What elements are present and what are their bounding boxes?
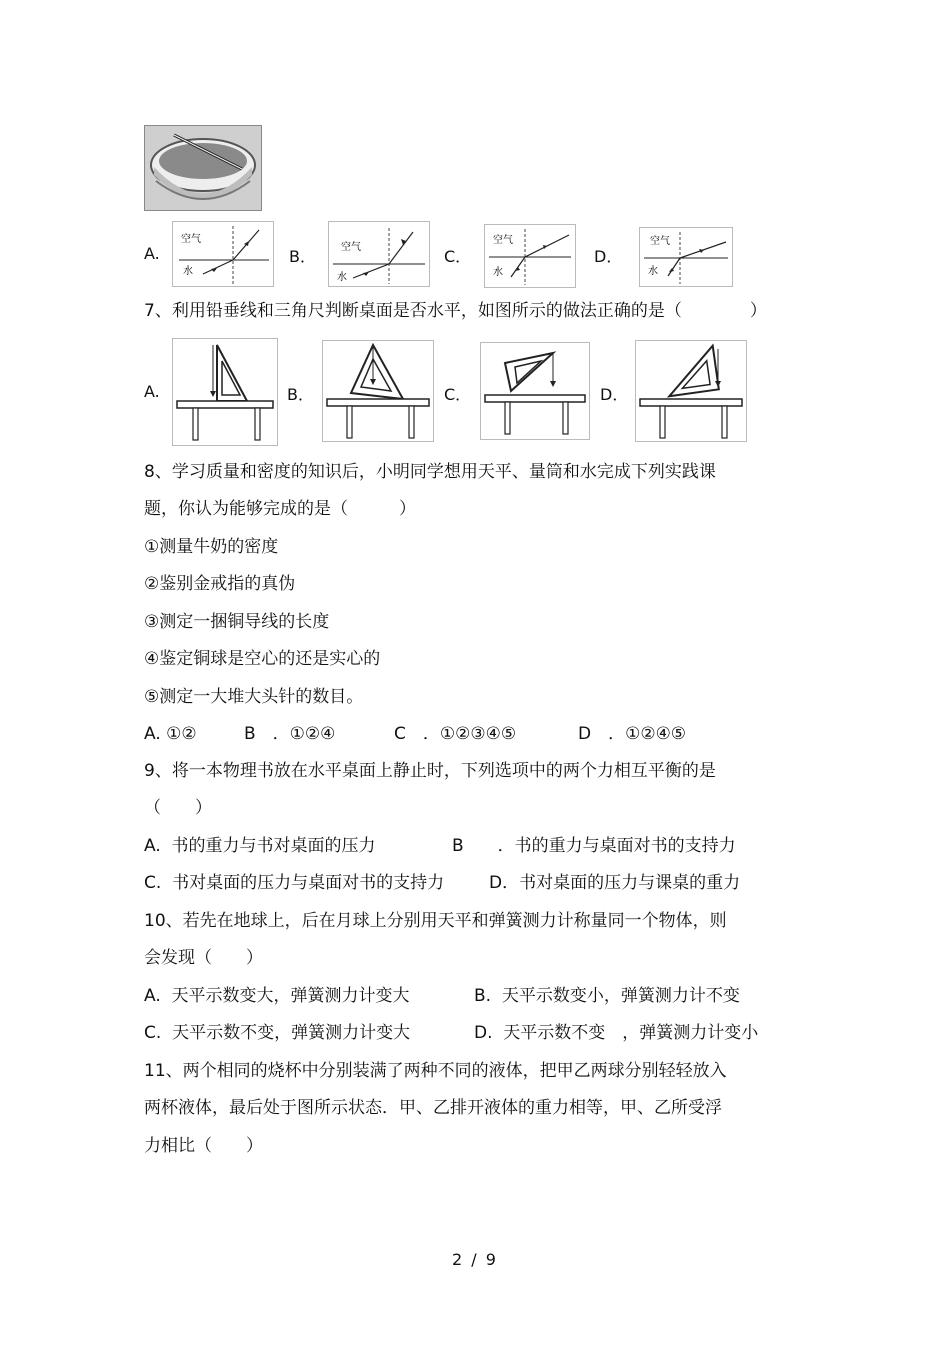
q7-option-a-label: A. xyxy=(144,382,160,401)
air-label: 空气 xyxy=(181,234,201,245)
q10-option-c: C. 天平示数不变，弹簧测力计变大 xyxy=(144,1023,411,1043)
q9-option-c: C. 书对桌面的压力与桌面对书的支持力 xyxy=(144,873,445,893)
q8-option-d: D ．①②④⑤ xyxy=(578,724,687,744)
q7-option-c-label: C． xyxy=(444,385,472,404)
q8-option-c: C ．①②③④⑤ xyxy=(394,724,517,744)
q8-item-1: ①测量牛奶的密度 xyxy=(144,537,279,557)
q7-diagram-b xyxy=(322,340,434,442)
q6-diagram-a xyxy=(172,221,274,287)
q7-diagram-d xyxy=(635,340,747,442)
air-label: 空气 xyxy=(650,236,670,247)
q8-option-a: A. ①② xyxy=(144,724,197,744)
q7-option-b-label: B． xyxy=(287,385,314,404)
q6-option-c-label: C． xyxy=(444,247,472,266)
q10-question-line2: 会发现（ ） xyxy=(144,948,263,968)
q9-question-line1: 9、将一本物理书放在水平桌面上静止时，下列选项中的两个力相互平衡的是 xyxy=(144,761,716,781)
q6-diagram-d xyxy=(639,227,733,287)
q9-question-line2: （ ） xyxy=(144,798,212,818)
q11-question-line3: 力相比（ ） xyxy=(144,1136,263,1156)
q9-option-d: D．书对桌面的压力与课桌的重力 xyxy=(489,873,741,893)
q10-option-d: D. 天平示数不变 ，弹簧测力计变小 xyxy=(474,1023,759,1043)
q8-item-2: ②鉴别金戒指的真伪 xyxy=(144,574,296,594)
q7-diagram-a xyxy=(172,338,278,446)
q8-item-5: ⑤测定一大堆大头针的数目。 xyxy=(144,687,364,707)
q6-option-a-label: A. xyxy=(144,244,160,263)
air-label: 空气 xyxy=(341,242,361,253)
q10-question-line1: 10、若先在地球上，后在月球上分别用天平和弹簧测力计称量同一个物体，则 xyxy=(144,911,727,931)
q6-option-b-label: B． xyxy=(289,247,316,266)
water-label: 水 xyxy=(183,266,193,277)
q6-option-d-label: D． xyxy=(594,247,623,266)
q7-option-d-label: D． xyxy=(600,385,629,404)
air-label: 空气 xyxy=(493,235,513,246)
q11-question-line2: 两杯液体，最后处于图所示状态．甲、乙排开液体的重力相等，甲、乙所受浮 xyxy=(144,1098,722,1118)
bowl-photo xyxy=(144,125,262,211)
q6-diagram-b xyxy=(328,221,430,287)
q7-question: 7、利用铅垂线和三角尺判断桌面是否水平，如图所示的做法正确的是（ ） xyxy=(144,301,767,321)
q8-item-3: ③测定一捆铜导线的长度 xyxy=(144,612,330,632)
q8-item-4: ④鉴定铜球是空心的还是实心的 xyxy=(144,649,381,669)
water-label: 水 xyxy=(493,267,503,278)
q9-option-b: B ．书的重力与桌面对书的支持力 xyxy=(452,836,736,856)
q8-option-b: B ．①②④ xyxy=(244,724,336,744)
q11-question-line1: 11、两个相同的烧杯中分别装满了两种不同的液体，把甲乙两球分别轻轻放入 xyxy=(144,1061,727,1081)
water-label: 水 xyxy=(337,272,347,283)
q10-option-b: B. 天平示数变小，弹簧测力计不变 xyxy=(474,986,740,1006)
q9-option-a: A. 书的重力与书对桌面的压力 xyxy=(144,836,376,856)
q6-diagram-c xyxy=(484,224,576,288)
q10-option-a: A. 天平示数变大，弹簧测力计变大 xyxy=(144,986,410,1006)
q7-diagram-c xyxy=(480,342,590,440)
q8-question-line1: 8、学习质量和密度的知识后，小明同学想用天平、量筒和水完成下列实践课 xyxy=(144,462,716,482)
q8-question-line2: 题，你认为能够完成的是（ ） xyxy=(144,499,416,519)
page-number: 2 / 9 xyxy=(452,1250,498,1269)
water-label: 水 xyxy=(648,266,658,277)
